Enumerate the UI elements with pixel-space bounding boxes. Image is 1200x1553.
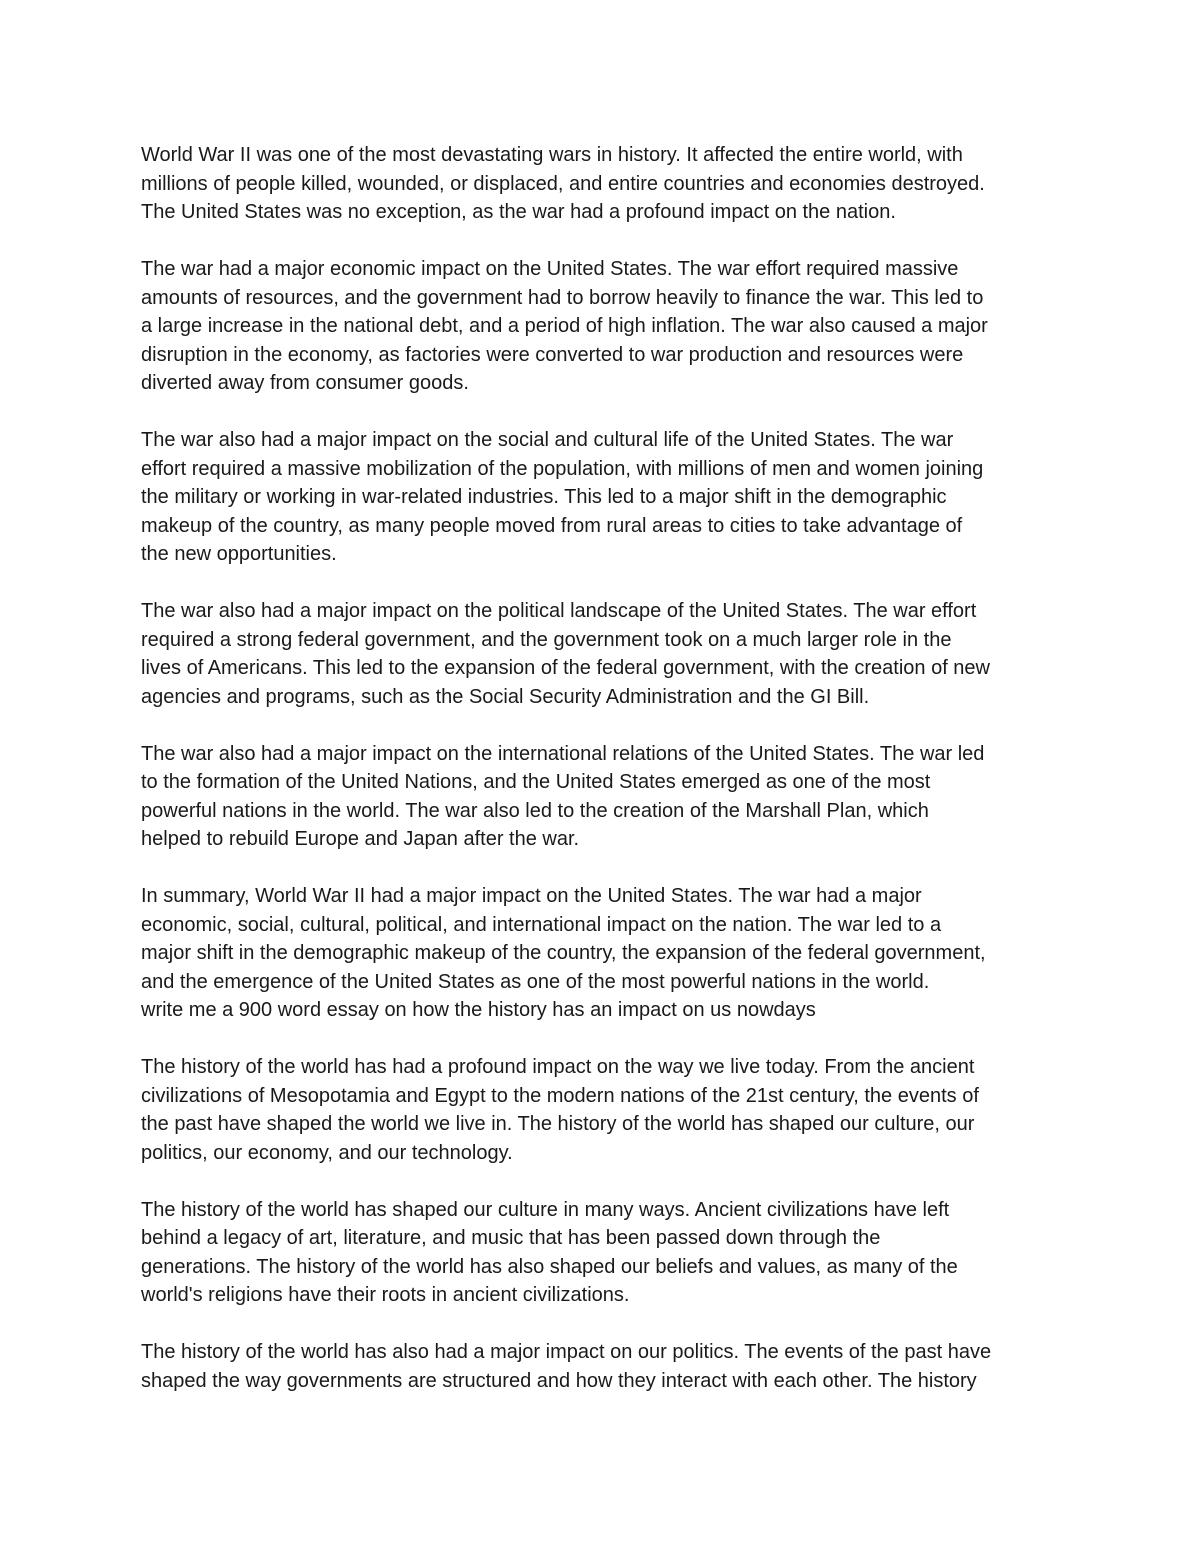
text-line: World War II was one of the most devastating wars in history. It affected the entire world, with xyxy=(141,144,963,166)
text-line: The war had a major economic impact on the United States. The war effort required massive xyxy=(141,258,959,280)
paragraph-culture xyxy=(141,1196,1071,1310)
text-line: millions of people killed, wounded, or displaced, and entire countries and economies destroyed. xyxy=(141,172,985,195)
text-line: required a strong federal government, and the government took on a much larger role in the xyxy=(141,628,952,651)
paragraph-economic-impact xyxy=(141,255,1071,398)
text-line: The United States was no exception, as the war had a profound impact on the nation. xyxy=(141,201,896,223)
text-line: The history of the world has also had a major impact on our politics. The events of the past have xyxy=(141,1341,992,1363)
text-line: amounts of resources, and the government had to borrow heavily to finance the war. This led to xyxy=(141,286,984,309)
text-line: The war also had a major impact on the political landscape of the United States. The war effort xyxy=(141,600,977,622)
text-line: The history of the world has shaped our culture in many ways. Ancient civilizations have left xyxy=(141,1198,950,1221)
text-line: shaped the way governments are structured and how they interact with each other. The history xyxy=(141,1369,977,1392)
text-line: behind a legacy of art, literature, and music that has been passed down through the xyxy=(141,1227,881,1249)
text-line: makeup of the country, as many people moved from rural areas to cities to take advantage of xyxy=(141,514,963,537)
text-line: helped to rebuild Europe and Japan after the war. xyxy=(141,828,580,850)
text-line: The history of the world has had a profound impact on the way we live today. From the ancient xyxy=(141,1056,975,1078)
paragraph-prompt xyxy=(141,996,1071,1025)
text-line: The war also had a major impact on the social and cultural life of the United States. The war xyxy=(141,429,954,451)
text-line: and the emergence of the United States as one of the most powerful nations in the world. xyxy=(141,970,930,993)
text-line: the military or working in war-related industries. This led to a major shift in the demographic xyxy=(141,486,947,508)
text-line: agencies and programs, such as the Social Security Administration and the GI Bill. xyxy=(141,685,870,708)
text-line: disruption in the economy, as factories were converted to war production and resources were xyxy=(141,343,964,366)
text-line: effort required a massive mobilization of the population, with millions of men and women joining xyxy=(141,457,984,480)
paragraph-summary xyxy=(141,882,1071,996)
text-line: politics, our economy, and our technology. xyxy=(141,1141,513,1164)
text-line: In summary, World War II had a major impact on the United States. The war had a major xyxy=(141,885,922,907)
paragraph-international-impact xyxy=(141,740,1071,854)
text-line: a large increase in the national debt, and a period of high inflation. The war also caused a major xyxy=(141,315,988,337)
text-line: diverted away from consumer goods. xyxy=(141,372,469,394)
text-line: The war also had a major impact on the international relations of the United States. The war led xyxy=(141,742,985,765)
paragraph-ww2-intro xyxy=(141,141,1071,227)
paragraph-political-impact xyxy=(141,597,1071,711)
text-line: economic, social, cultural, political, and international impact on the nation. The war led to a xyxy=(141,913,942,936)
text-line: generations. The history of the world has also shaped our beliefs and values, as many of the xyxy=(141,1255,958,1278)
text-line: write me a 900 word essay on how the history has an impact on us nowdays xyxy=(141,999,816,1021)
text-line: powerful nations in the world. The war also led to the creation of the Marshall Plan, which xyxy=(141,799,929,822)
text-line: the past have shaped the world we live in. The history of the world has shaped our culture, our xyxy=(141,1113,975,1135)
paragraph-history-intro xyxy=(141,1053,1071,1167)
text-line: major shift in the demographic makeup of the country, the expansion of the federal government, xyxy=(141,942,986,964)
document-body xyxy=(141,141,1071,1395)
text-line: lives of Americans. This led to the expansion of the federal government, with the creation of new xyxy=(141,657,990,679)
text-line: civilizations of Mesopotamia and Egypt to the modern nations of the 21st century, the events of xyxy=(141,1084,979,1107)
text-line: world's religions have their roots in ancient civilizations. xyxy=(141,1284,630,1306)
text-line: to the formation of the United Nations, and the United States emerged as one of the most xyxy=(141,771,931,793)
text-line: the new opportunities. xyxy=(141,543,337,565)
paragraph-social-impact xyxy=(141,426,1071,569)
paragraph-politics xyxy=(141,1338,1071,1395)
